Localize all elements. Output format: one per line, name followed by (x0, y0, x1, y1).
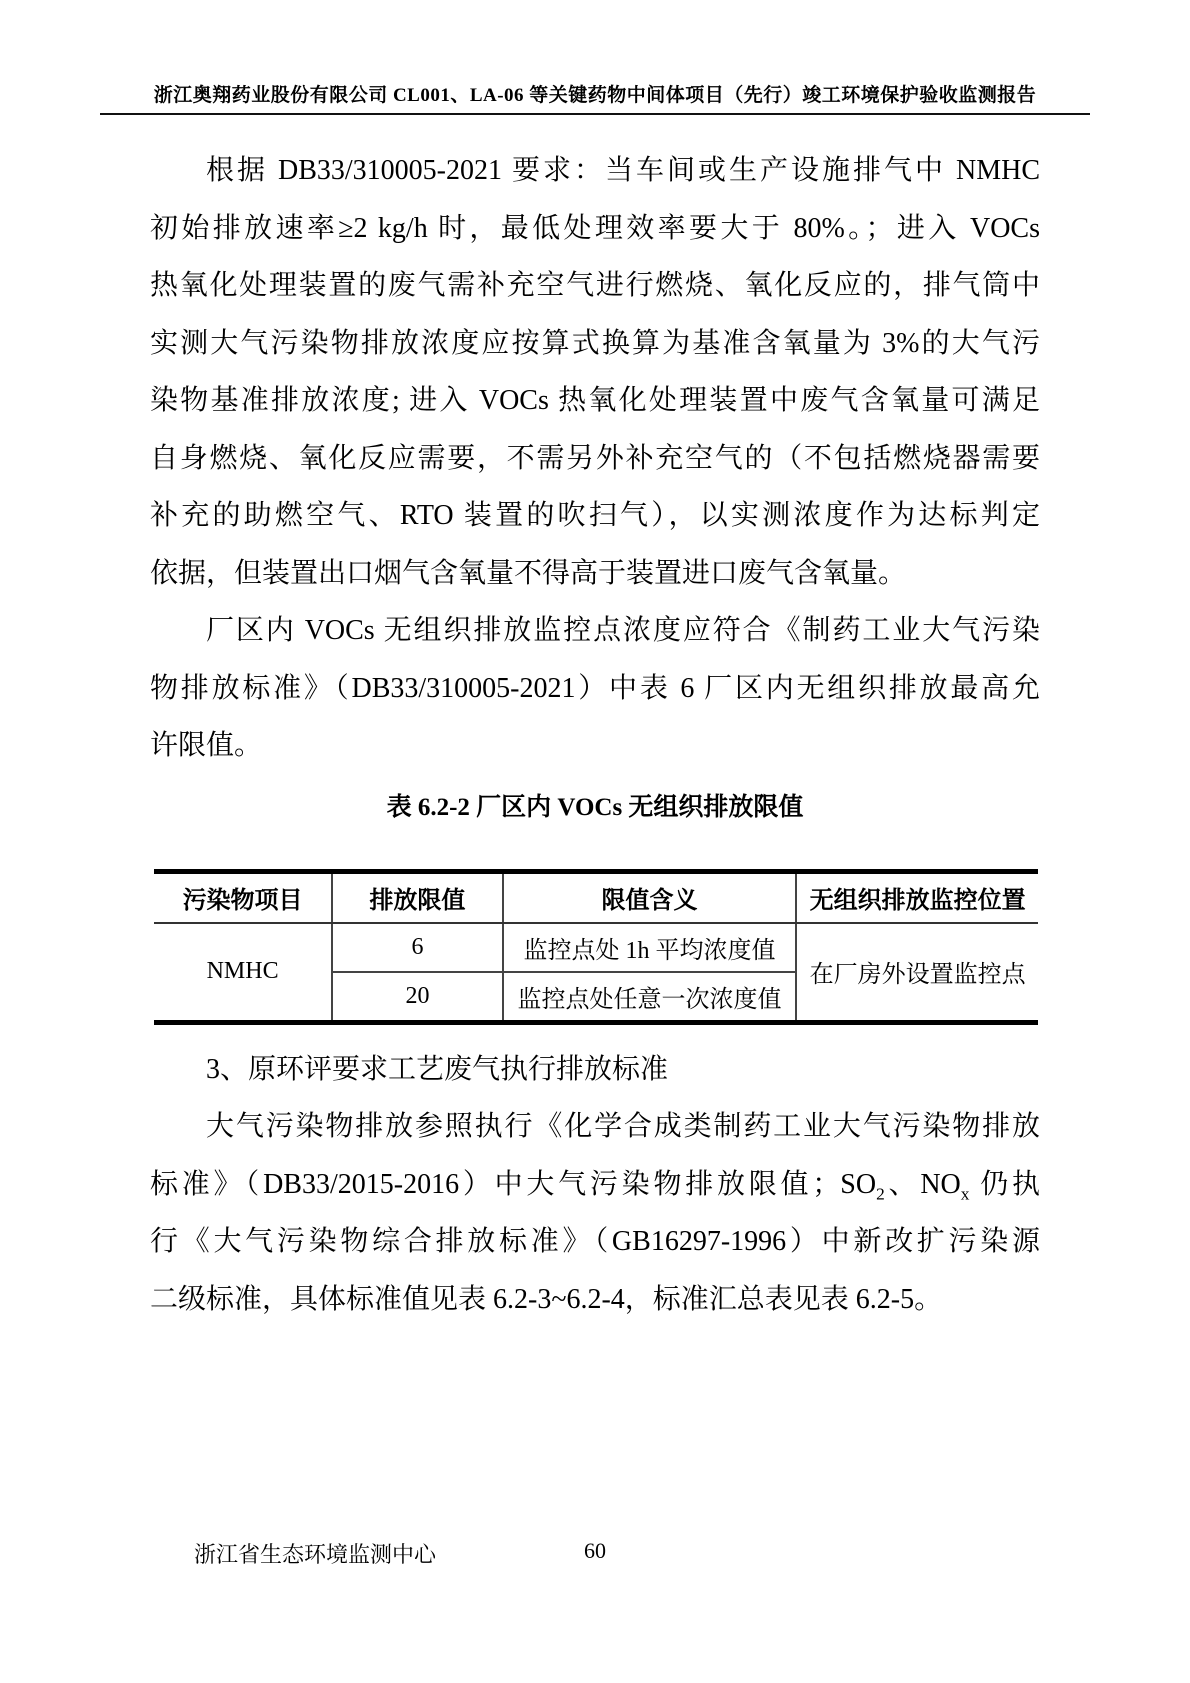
text-line: 补充的助燃空气、RTO 装置的吹扫气），以实测浓度作为达标判定 (150, 500, 1040, 531)
header-rule (100, 113, 1090, 115)
text-line: 物排放标准》（DB33/310005-2021）中表 6 厂区内无组织排放最高允 (150, 672, 1040, 704)
footer-page-number: 60 (584, 1538, 606, 1563)
subscript: 2 (876, 1184, 885, 1204)
page-header-title: 浙江奥翔药业股份有限公司 CL001、LA-06 等关键药物中间体项目（先行）竣工环境保护验收监测报告 (153, 85, 1037, 106)
text-line (150, 1156, 1040, 1214)
paragraph-1 (150, 142, 1040, 602)
text-line: 自身燃烧、氧化反应需要，不需另外补充空气的（不包括燃烧器需要 (150, 442, 1040, 474)
col-header-pollutant: 污染物项目 (154, 871, 332, 923)
col-header-meaning: 限值含义 (503, 871, 797, 923)
table-row (154, 923, 1038, 972)
text-line: 根据 DB33/310005-2021 要求：当车间或生产设施排气中 NMHC (206, 155, 1040, 186)
table-title: 表 6.2-2 厂区内 VOCs 无组织排放限值 (386, 793, 804, 821)
cell-pollutant: NMHC (154, 923, 332, 1023)
cell-limit-value: 6 (332, 923, 503, 972)
paragraph-2 (150, 602, 1040, 775)
col-header-location: 无组织排放监控位置 (796, 871, 1038, 923)
document-body (150, 142, 1040, 1328)
text-segment: 标准》（DB33/2015-2016）中大气污染物排放限值；SO (150, 1168, 877, 1200)
cell-limit-meaning: 监控点处任意一次浓度值 (503, 972, 797, 1023)
limits-table (154, 869, 1038, 1025)
text-line: 染物基准排放浓度; 进入 VOCs 热氧化处理装置中废气含氧量可满足 (150, 385, 1040, 416)
cell-location: 在厂房外设置监控点 (809, 962, 1026, 988)
text-line: 许限值。 (150, 730, 263, 761)
col-header-limit: 排放限值 (332, 871, 503, 923)
footer-institution: 浙江省生态环境监测中心 (194, 1542, 437, 1567)
table-header-row (154, 871, 1038, 923)
text-line: 大气污染物排放参照执行《化学合成类制药工业大气污染物排放 (206, 1111, 1040, 1142)
text-line: 初始排放速率≥2 kg/h 时，最低处理效率要大于 80%。；进入 VOCs (150, 212, 1040, 244)
text-line: 热氧化处理装置的废气需补充空气进行燃烧、氧化反应的，排气筒中 (150, 270, 1040, 301)
text-line: 二级标准，具体标准值见表 6.2-3~6.2-4，标准汇总表见表 6.2-5。 (150, 1283, 943, 1315)
subscript: x (960, 1184, 970, 1204)
cell-limit-meaning: 监控点处 1h 平均浓度值 (503, 923, 797, 972)
page-footer (150, 1538, 1040, 1568)
text-segment: 仍执 (969, 1168, 1040, 1200)
paragraph-3 (150, 1098, 1040, 1328)
cell-limit-value: 20 (332, 972, 503, 1023)
text-line: 厂区内 VOCs 无组织排放监控点浓度应符合《制药工业大气污染 (206, 615, 1040, 646)
text-line: 依据，但装置出口烟气含氧量不得高于装置进口废气含氧量。 (150, 557, 907, 589)
section-heading-3: 3、原环评要求工艺废气执行排放标准 (206, 1053, 669, 1085)
text-line: 实测大气污染物排放浓度应按算式换算为基准含氧量为 3%的大气污 (150, 327, 1040, 359)
text-segment: 、NO (884, 1168, 961, 1200)
text-line: 行《大气污染物综合排放标准》（GB16297-1996）中新改扩污染源 (150, 1226, 1040, 1257)
